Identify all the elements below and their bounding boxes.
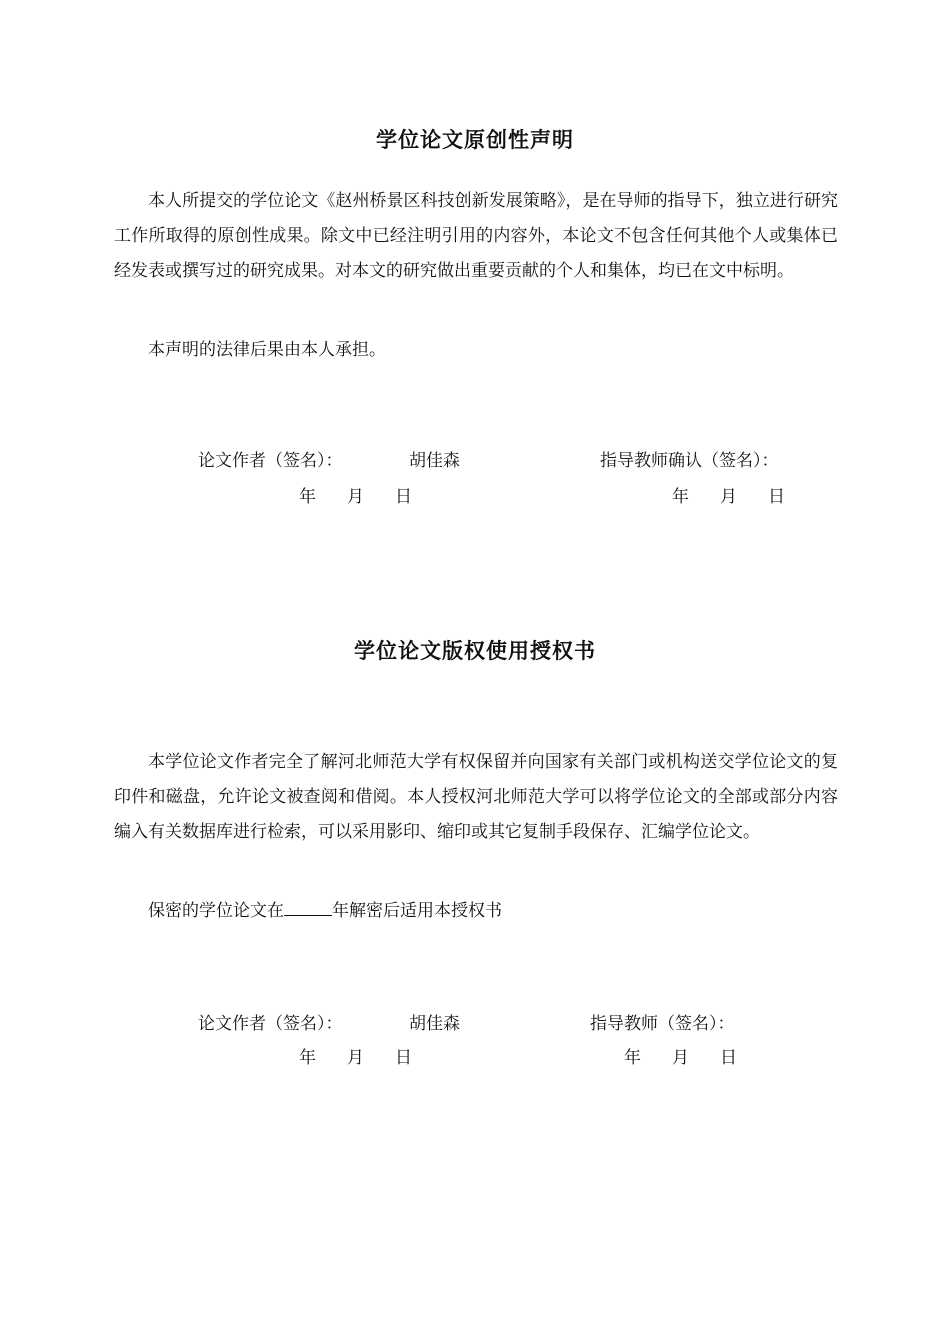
- authorization-author-label: 论文作者（签名）：: [198, 1014, 343, 1034]
- authorization-advisor-date-month: 月: [672, 1048, 689, 1068]
- declaration-author-date-year: 年: [299, 487, 316, 507]
- authorization-advisor-label: 指导教师（签名）：: [590, 1014, 735, 1034]
- declaration-advisor-date-day: 日: [768, 487, 785, 507]
- authorization-paragraph-2: [114, 894, 838, 929]
- authorization-paragraph-2-after: 年解密后适用本授权书: [332, 901, 502, 921]
- authorization-advisor-date-day: 日: [720, 1048, 737, 1068]
- authorization-paragraph-2-before: 保密的学位论文在: [148, 901, 284, 921]
- authorization-advisor-date-year: 年: [624, 1048, 641, 1068]
- authorization-author-date-day: 日: [395, 1048, 412, 1068]
- declaration-paragraph-2: 本声明的法律后果由本人承担。: [148, 340, 386, 360]
- declaration-author-name: 胡佳森: [409, 451, 460, 471]
- declaration-title: 学位论文原创性声明: [376, 128, 574, 152]
- authorization-author-date-year: 年: [299, 1048, 316, 1068]
- declaration-author-label: 论文作者（签名）：: [198, 451, 343, 471]
- declaration-advisor-label: 指导教师确认（签名）：: [600, 451, 779, 471]
- authorization-author-name: 胡佳森: [409, 1014, 460, 1034]
- declaration-paragraph-1: 本人所提交的学位论文《赵州桥景区科技创新发展策略》，是在导师的指导下，独立进行研究工作所取得的原创性成果。除文中已经注明引用的内容外，本论文不包含任何其他个人或集体已经发表或撰写过的研究成果。对本文的研究做出重要贡献的个人和集体，均已在文中标明。: [114, 191, 838, 281]
- declaration-author-date-month: 月: [347, 487, 364, 507]
- declaration-advisor-date-year: 年: [672, 487, 689, 507]
- authorization-author-date-month: 月: [347, 1048, 364, 1068]
- authorization-paragraph-1: 本学位论文作者完全了解河北师范大学有权保留并向国家有关部门或机构送交学位论文的复印件和磁盘，允许论文被查阅和借阅。本人授权河北师范大学可以将学位论文的全部或部分内容编入有关数据库进行检索，可以采用影印、缩印或其它复制手段保存、汇编学位论文。: [114, 752, 838, 842]
- declaration-advisor-date-month: 月: [720, 487, 737, 507]
- years-blank: [284, 897, 332, 916]
- declaration-author-date-day: 日: [395, 487, 412, 507]
- authorization-title: 学位论文版权使用授权书: [354, 639, 596, 663]
